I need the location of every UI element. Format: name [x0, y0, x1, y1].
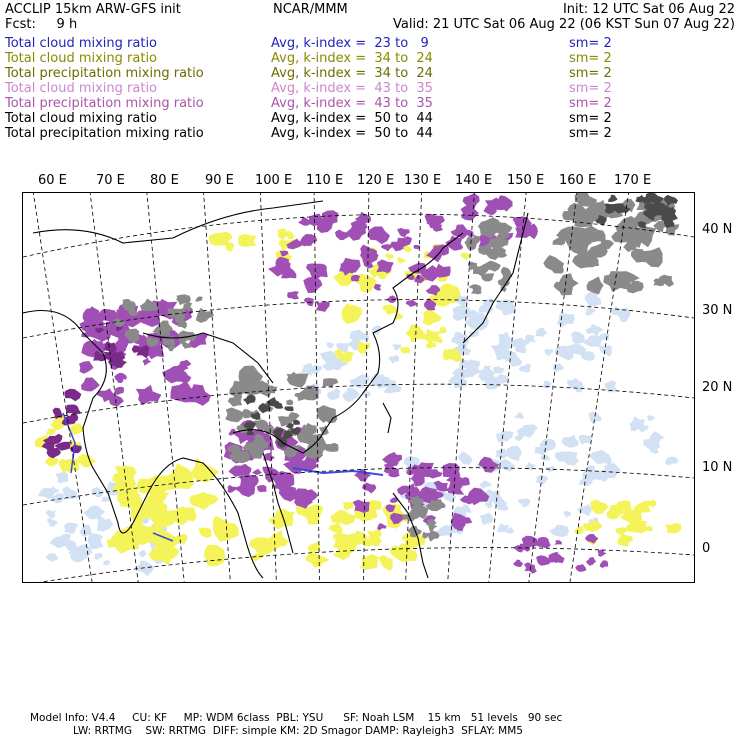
cloud-patch-gray [168, 346, 176, 352]
cloud-patch-magenta [303, 277, 322, 293]
cloud-patch-yellow [198, 528, 212, 538]
cloud-patch-light-blue [543, 381, 551, 389]
cloud-patch-yellow [204, 545, 225, 566]
cloud-patch-light-blue [515, 413, 525, 419]
cloud-patch-light-blue [56, 472, 69, 484]
cloud-patch-dark-magenta [46, 448, 61, 459]
field-label: Total cloud mixing ratio [5, 36, 158, 51]
field-level-range: Avg, k-index = 34 to 24 [271, 66, 433, 81]
cloud-patch-light-blue [514, 433, 524, 441]
cloud-patch-light-blue [536, 328, 548, 337]
cloud-patch-magenta [427, 469, 443, 478]
cloud-patch-yellow [439, 327, 447, 334]
cloud-patch-light-blue [480, 512, 493, 525]
longitude-label: 70 E [96, 173, 125, 188]
cloud-patch-magenta [406, 300, 418, 307]
cloud-patch-yellow [574, 526, 583, 534]
cloud-patch-gray [603, 273, 626, 292]
cloud-patch-light-blue [557, 312, 575, 327]
cloud-patch-light-blue [534, 447, 546, 455]
cloud-patch-yellow [615, 527, 627, 535]
field-label: Total cloud mixing ratio [5, 51, 158, 66]
cloud-patch-yellow [403, 246, 412, 253]
cloud-patch-light-blue [580, 351, 596, 361]
cloud-patch-yellow [397, 257, 405, 264]
field-row [5, 36, 725, 51]
cloud-patch-yellow [382, 304, 397, 314]
cloud-patch-light-blue [567, 378, 580, 388]
latitude-label: 20 N [702, 380, 733, 395]
cloud-patch-light-blue [549, 525, 569, 538]
cloud-patch-light-blue [62, 486, 78, 499]
cloud-patch-light-blue [540, 455, 550, 461]
field-level-range: Avg, k-index = 34 to 24 [271, 51, 433, 66]
cloud-patch-gray [587, 276, 604, 294]
cloud-patch-yellow [45, 457, 59, 467]
cloud-patch-light-blue [579, 435, 592, 445]
cloud-patch-magenta [600, 560, 608, 568]
cloud-patch-magenta [377, 523, 387, 530]
cloud-patch-magenta [374, 284, 382, 291]
cloud-patch-gray [225, 408, 243, 423]
field-label: Total precipitation mixing ratio [5, 66, 204, 81]
field-label: Total cloud mixing ratio [5, 81, 158, 96]
longitude-label: 120 E [357, 173, 395, 188]
cloud-patch-yellow [378, 555, 393, 571]
cloud-patch-magenta [575, 564, 586, 572]
field-level-range: Avg, k-index = 50 to 44 [271, 126, 433, 141]
cloud-patch-yellow [426, 341, 436, 348]
longitude-label: 60 E [38, 173, 67, 188]
cloud-patch-magenta [387, 295, 398, 303]
field-level-range: Avg, k-index = 43 to 35 [271, 81, 433, 96]
longitude-label: 140 E [455, 173, 493, 188]
cloud-patch-light-blue [497, 375, 509, 384]
map-panel [22, 192, 695, 583]
cloud-patch-light-blue [458, 451, 472, 465]
latitude-gridline [23, 548, 694, 582]
cloud-patch-magenta [287, 291, 299, 299]
model-info-line2: LW: RRTMG SW: RRTMG DIFF: simple KM: 2D Smagor DAMP: Rayleigh3 SFLAY: MM5 [73, 725, 523, 737]
cloud-patch-yellow [331, 510, 357, 526]
cloud-patch-magenta [115, 387, 124, 395]
cloud-patch-dark-gray [284, 406, 293, 411]
longitude-label: 80 E [150, 173, 179, 188]
cloud-patch-yellow [328, 522, 342, 533]
cloud-patch-light-blue [588, 412, 601, 424]
cloud-patch-gray [140, 299, 159, 312]
cloud-patch-gray [239, 366, 264, 385]
cloud-patch-light-blue [393, 344, 402, 350]
cloud-patch-yellow [590, 499, 608, 514]
center-label: NCAR/MMM [273, 2, 348, 17]
cloud-patch-light-blue [139, 550, 148, 557]
cloud-patch-yellow [338, 352, 355, 363]
cloud-patch-yellow [358, 341, 371, 354]
cloud-patch-magenta [79, 361, 94, 374]
cloud-patch-gray [324, 443, 339, 452]
cloud-patch-magenta [555, 540, 563, 545]
cloud-patch-yellow [618, 534, 634, 547]
cloud-patch-light-blue [585, 307, 596, 316]
field-level-range: Avg, k-index = 50 to 44 [271, 111, 433, 126]
plot-title: ACCLIP 15km ARW-GFS init [5, 2, 181, 17]
cloud-patch-gray [558, 273, 579, 295]
cloud-patch-magenta [252, 469, 262, 475]
field-row [5, 96, 725, 111]
cloud-patch-yellow [360, 554, 378, 570]
cloud-patch-yellow [189, 492, 209, 510]
forecast-hour: Fcst: 9 h [5, 17, 78, 32]
cloud-patch-magenta [322, 210, 339, 223]
field-smoothing: sm= 2 [569, 126, 612, 141]
cloud-patch-light-blue [564, 511, 571, 518]
cloud-patch-light-blue [103, 560, 110, 565]
cloud-patch-yellow [385, 254, 394, 260]
model-info-line1: Model Info: V4.4 CU: KF MP: WDM 6class PBL: YSU SF: Noah LSM 15 km 51 levels 90 sec [30, 712, 563, 724]
longitude-label: 110 E [306, 173, 344, 188]
cloud-patch-yellow [461, 253, 470, 260]
cloud-patch-dark-magenta [50, 434, 62, 445]
longitude-label: 90 E [205, 173, 234, 188]
cloud-patch-light-blue [498, 332, 511, 343]
latitude-label: 30 N [702, 303, 733, 318]
cloud-patch-light-blue [87, 533, 103, 549]
cloud-patch-light-blue [586, 324, 604, 337]
field-row [5, 81, 725, 96]
cloud-patch-light-blue [639, 425, 649, 432]
cloud-patch-light-blue [46, 510, 57, 519]
field-smoothing: sm= 2 [569, 111, 612, 126]
field-smoothing: sm= 2 [569, 66, 612, 81]
field-row [5, 66, 725, 81]
cloud-patch-yellow [423, 309, 442, 326]
cloud-patch-light-blue [326, 343, 334, 349]
cloud-patch-light-blue [480, 481, 492, 489]
cloud-patch-magenta [493, 195, 512, 207]
cloud-patch-yellow [286, 231, 295, 239]
map-canvas [23, 193, 694, 582]
cloud-patch-gray [287, 374, 309, 388]
longitude-label: 130 E [404, 173, 442, 188]
cloud-patch-magenta [598, 550, 607, 557]
cloud-patch-light-blue [577, 504, 592, 516]
cloud-patch-magenta [309, 214, 324, 227]
cloud-patch-dark-gray [243, 394, 256, 405]
cloud-patch-magenta [586, 557, 596, 566]
cloud-patch-light-blue [526, 424, 538, 432]
cloud-patch-dark-magenta [104, 341, 116, 351]
field-row [5, 51, 725, 66]
cloud-patch-magenta [397, 228, 410, 237]
init-time: Init: 12 UTC Sat 06 Aug 22 [562, 2, 735, 17]
cloud-patch-light-blue [46, 553, 59, 561]
cloud-patch-magenta [257, 485, 267, 492]
valid-time: Valid: 21 UTC Sat 06 Aug 22 (06 KST Sun 07 Aug 22) [393, 17, 735, 32]
cloud-patch-light-blue [94, 553, 103, 560]
cloud-patch-magenta [513, 560, 523, 568]
cloud-patch-magenta [362, 483, 376, 494]
field-label: Total precipitation mixing ratio [5, 96, 204, 111]
cloud-patch-magenta [143, 358, 152, 366]
cloud-patch-light-blue [388, 355, 399, 363]
cloud-patch-light-blue [64, 523, 78, 535]
cloud-patch-magenta [376, 259, 394, 273]
cloud-patch-light-blue [485, 501, 492, 508]
cloud-patch-magenta [81, 378, 100, 392]
cloud-patch-magenta [426, 248, 442, 262]
cloud-patch-dark-gray [608, 195, 618, 202]
longitude-label: 150 E [507, 173, 545, 188]
longitude-label: 160 E [559, 173, 597, 188]
cloud-patch-yellow [124, 523, 152, 545]
cloud-patch-light-blue [525, 462, 535, 471]
cloud-patch-magenta [304, 298, 314, 307]
field-level-range: Avg, k-index = 43 to 35 [271, 96, 433, 111]
cloud-patch-yellow [305, 552, 329, 567]
field-smoothing: sm= 2 [569, 36, 612, 51]
cloud-patch-light-blue [327, 388, 340, 400]
cloud-patch-magenta [360, 245, 374, 261]
cloud-patch-yellow [238, 234, 256, 247]
cloud-patch-dark-magenta [65, 389, 82, 401]
cloud-patch-light-blue [561, 435, 579, 448]
field-label: Total cloud mixing ratio [5, 111, 158, 126]
latitude-label: 40 N [702, 222, 733, 237]
cloud-patch-light-blue [47, 518, 58, 527]
cloud-patch-light-blue [665, 457, 678, 466]
longitude-label: 170 E [614, 173, 652, 188]
field-row [5, 111, 725, 126]
cloud-patch-gray [286, 399, 294, 405]
cloud-patch-gray [437, 502, 446, 508]
cloud-patch-light-blue [545, 349, 554, 356]
field-smoothing: sm= 2 [569, 51, 612, 66]
cloud-patch-yellow [665, 523, 682, 534]
cloud-patch-gray [195, 296, 203, 301]
cloud-patch-magenta [367, 226, 390, 244]
cloud-patch-yellow [343, 502, 354, 511]
cloud-patch-magenta [434, 264, 451, 278]
cloud-patch-dark-gray [293, 420, 300, 425]
field-level-range: Avg, k-index = 23 to 9 [271, 36, 429, 51]
field-row [5, 126, 725, 141]
cloud-patch-magenta [461, 206, 479, 221]
longitude-label: 100 E [255, 173, 293, 188]
cloud-patch-light-blue [553, 363, 564, 371]
cloud-patch-magenta [241, 475, 259, 488]
field-smoothing: sm= 2 [569, 81, 612, 96]
cloud-patch-light-blue [519, 498, 531, 507]
cloud-patch-light-blue [647, 415, 655, 421]
longitude-gridline [90, 193, 139, 582]
field-label: Total precipitation mixing ratio [5, 126, 204, 141]
cloud-patch-light-blue [499, 459, 514, 472]
cloud-patch-magenta [397, 236, 412, 247]
latitude-label: 10 N [702, 460, 733, 475]
cloud-patch-magenta [316, 301, 330, 312]
cloud-patch-magenta [238, 464, 252, 472]
latitude-label: 0 [702, 541, 711, 556]
cloud-patch-yellow [400, 347, 410, 354]
field-smoothing: sm= 2 [569, 96, 612, 111]
coastline-taiwan [383, 403, 391, 433]
